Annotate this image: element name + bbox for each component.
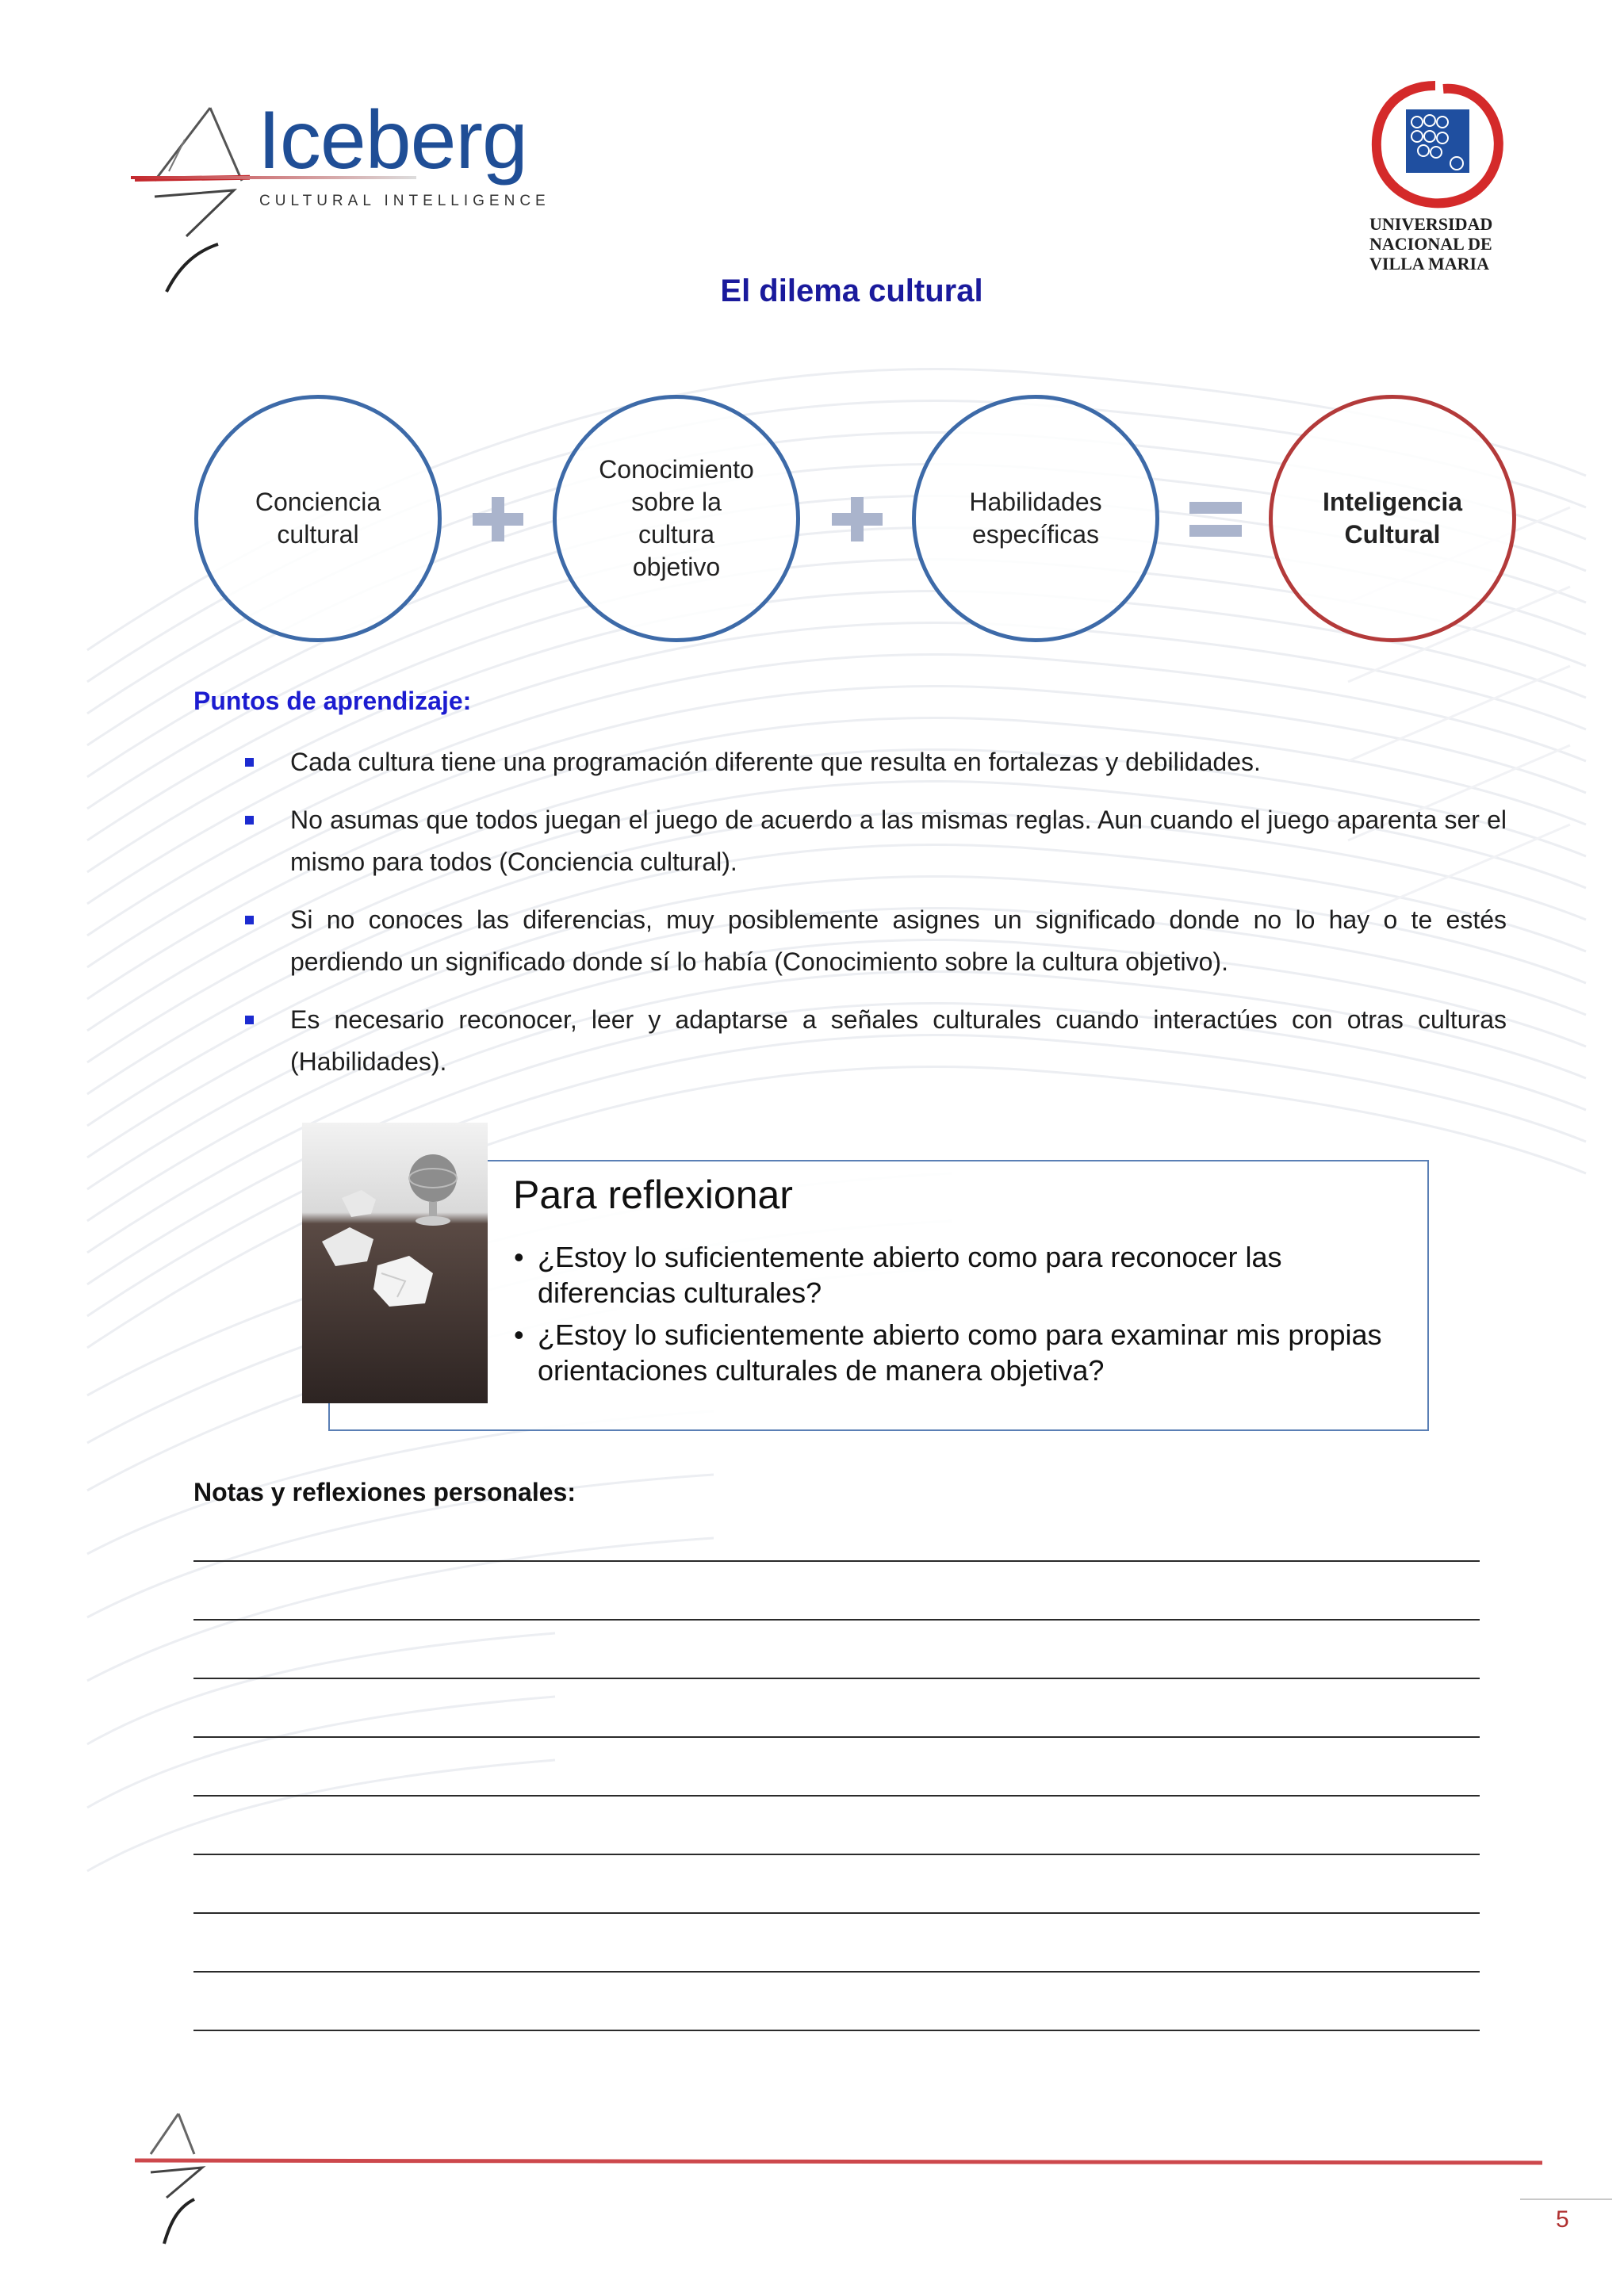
circle-conciencia-cultural: Conciencia cultural (194, 395, 442, 642)
note-line (193, 1560, 1480, 1562)
equals-icon (1189, 502, 1242, 537)
learning-point-text: No asumas que todos juegan el juego de acuerdo a las mismas reglas. Aun cuando el juego aparenta ser el mismo para todos (Conciencia cultural). (290, 806, 1507, 876)
logo-subtitle: CULTURAL INTELLIGENCE (259, 193, 550, 209)
learning-point-text: Si no conoces las diferencias, muy posiblemente asignes un significado donde no lo hay o te estés perdiendo un significado donde sí lo había (Conocimiento sobre la cultura objetivo). (290, 905, 1507, 976)
bullet-square-icon (245, 916, 254, 924)
bullet-square-icon (245, 758, 254, 767)
page-number: 5 (1556, 2206, 1569, 2233)
list-item (193, 899, 1507, 983)
bullet-dot-icon: • (514, 1318, 524, 1351)
page-title: El dilema cultural (720, 274, 983, 308)
notes-heading: Notas y reflexiones personales: (193, 1478, 576, 1506)
bullet-square-icon (245, 816, 254, 825)
learning-points-list (193, 741, 1507, 1099)
crumpled-paper-globe-photo (302, 1123, 488, 1403)
reflect-list (514, 1239, 1402, 1395)
learning-points-heading: Puntos de aprendizaje: (193, 687, 472, 715)
reflect-title: Para reflexionar (513, 1173, 793, 1217)
note-line (193, 1736, 1480, 1738)
learning-point-text: Cada cultura tiene una programación diferente que resulta en fortalezas y debilidades. (290, 748, 1261, 776)
footer-logo-mark (131, 2110, 1542, 2253)
notes-lines (193, 1560, 1480, 2088)
bullet-dot-icon: • (514, 1241, 524, 1273)
plus-icon (473, 497, 523, 541)
iceberg-logo-mark (131, 101, 250, 296)
reflect-question: ¿Estoy lo suficientemente abierto como para examinar mis propias orientaciones culturales de manera objetiva? (538, 1318, 1382, 1387)
university-seal-logo (1368, 81, 1507, 216)
list-item (514, 1239, 1402, 1311)
plus-icon (832, 497, 883, 541)
list-item (514, 1317, 1402, 1388)
note-line (193, 2030, 1480, 2031)
note-line (193, 1854, 1480, 1855)
list-item (193, 741, 1507, 783)
list-item (193, 799, 1507, 883)
logo-wordmark: Iceberg (258, 94, 527, 186)
circle-inteligencia-cultural: Inteligencia Cultural (1269, 395, 1516, 642)
list-item (193, 999, 1507, 1083)
note-line (193, 1678, 1480, 1679)
note-line (193, 1971, 1480, 1973)
circle-conocimiento-cultura: Conocimiento sobre la cultura objetivo (553, 395, 800, 642)
note-line (193, 1795, 1480, 1797)
note-line (193, 1619, 1480, 1621)
learning-point-text: Es necesario reconocer, leer y adaptarse a señales culturales cuando interactúes con otras culturas (Habilidades). (290, 1005, 1507, 1076)
bullet-square-icon (245, 1016, 254, 1024)
circle-habilidades: Habilidades específicas (912, 395, 1159, 642)
footer-divider (1520, 2198, 1612, 2200)
university-name: UNIVERSIDAD NACIONAL DE VILLA MARIA (1369, 214, 1493, 274)
note-line (193, 1912, 1480, 1914)
reflect-question: ¿Estoy lo suficientemente abierto como para reconocer las diferencias culturales? (538, 1241, 1282, 1309)
